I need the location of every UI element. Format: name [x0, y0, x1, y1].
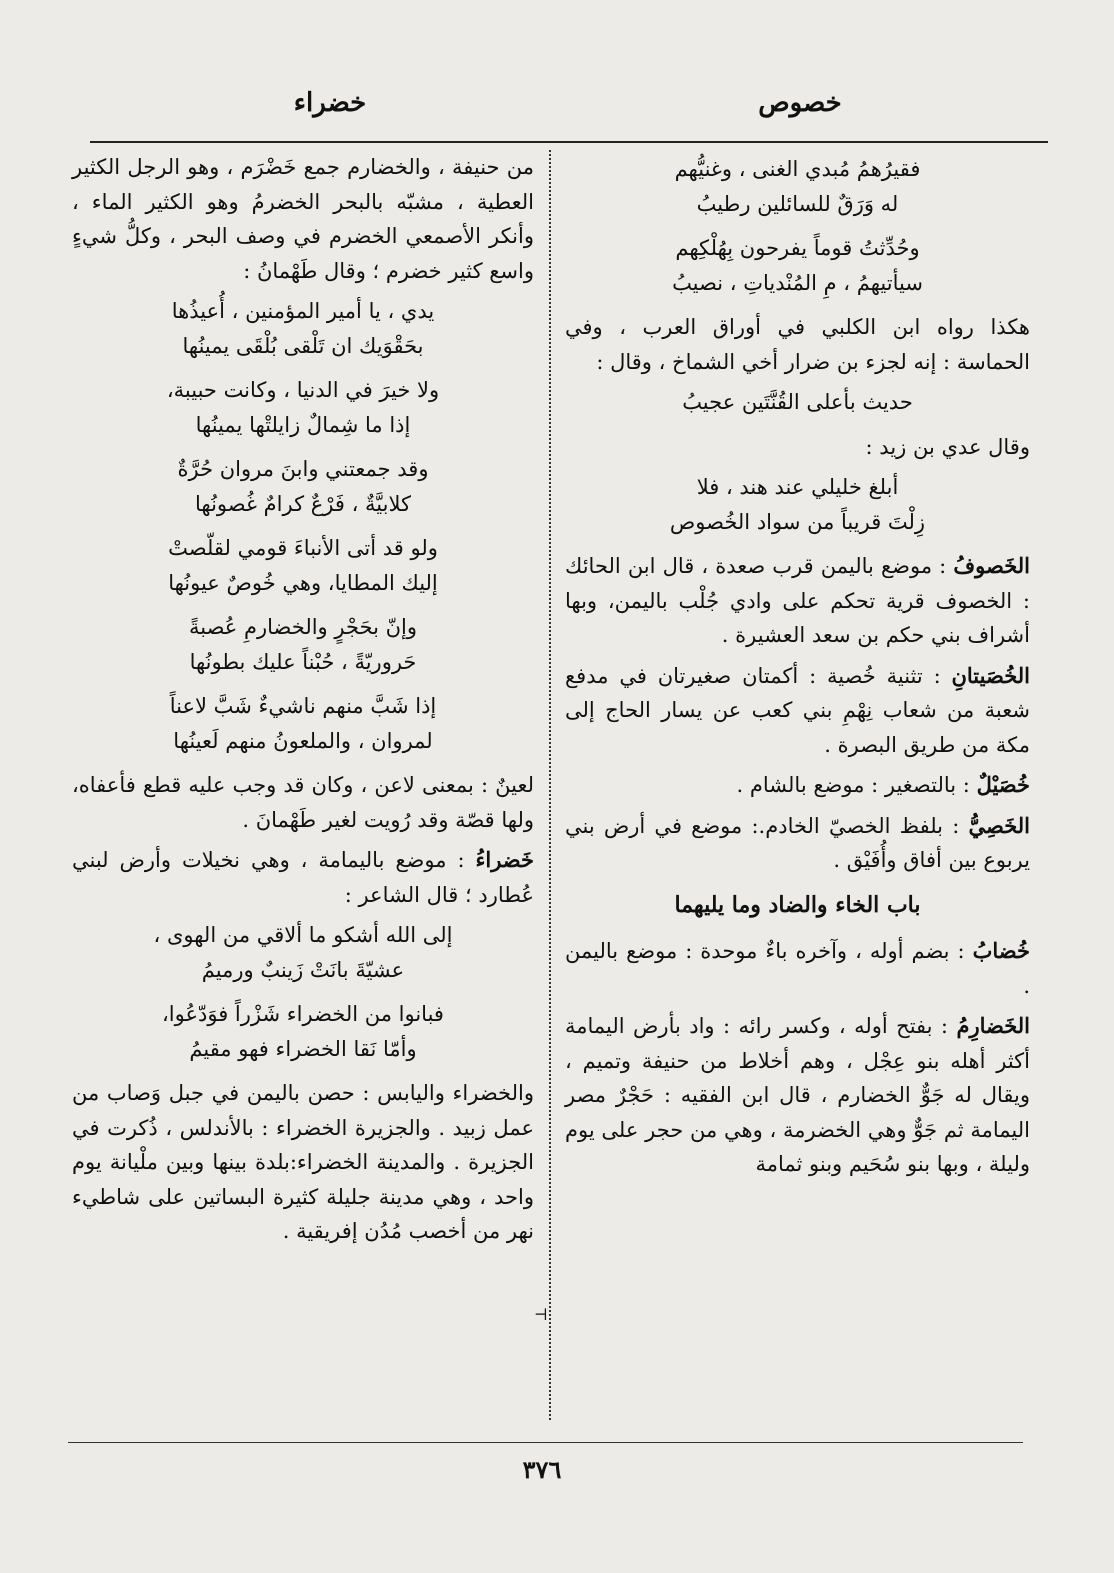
footer-rule — [68, 1442, 1023, 1443]
verse — [72, 689, 534, 758]
verse-line: حديث بأعلى القُنَّتَين عجيبُ — [682, 390, 913, 414]
header-rule — [90, 141, 1048, 143]
verse-line: أبلغ خليلي عند هند ، فلا — [696, 475, 899, 499]
verse-line: يدي ، يا أمير المؤمنين ، أُعيذُها — [171, 299, 435, 323]
entry — [565, 934, 1030, 1003]
verse — [565, 470, 1030, 539]
verse — [72, 610, 534, 679]
entry-body: : بفتح أوله ، وكسر رائه : واد بأرض اليمامة أكثر أهله بنو عِجْل ، وهم أخلاط من حنيفة وتميم ، ويقال له جَوٌّ الخضارم ، قال ابن الفقيه : حَجْرٌ مصر اليمامة ثم جَوٌّ وهي الخضرمة ، وهي من حجر على يوم وليلة ، وبها بنو سُحَيم وبنو ثمامة — [565, 1014, 1030, 1176]
paragraph: لعينٌ : بمعنى لاعن ، وكان قد وجب عليه قطع فأعفاه، ولها قصّة وقد رُويت لغير طَهْمانَ . — [72, 773, 534, 832]
verse-line: لمروان ، والملعونُ منهم لَعينُها — [173, 728, 433, 753]
verse — [72, 373, 534, 442]
paragraph: والخضراء واليابس : حصن باليمن في جبل وَصاب من عمل زبيد . والجزيرة الخضراء : بالأندلس ، ذُكرت في الجزيرة . والمدينة الخضراء:بلدة بينها وبين ملْيانة يوم واحد ، وهي مدينة جليلة كثيرة البساتين على شاطيء نهر من أخصب مُدُن إفريقية . — [72, 1081, 534, 1243]
entry-body: : بالتصغير : موضع بالشام . — [736, 773, 970, 797]
verse — [565, 231, 1030, 300]
verse-line: فبانوا من الخضراء شَزْراً فوَدّعُوا، — [162, 1002, 444, 1026]
verse — [72, 294, 534, 363]
right-column — [565, 150, 1030, 1420]
entry — [565, 768, 1030, 803]
verse — [72, 918, 534, 987]
verse — [565, 385, 1030, 420]
entry-headword: الخَصوفُ — [953, 553, 1030, 578]
entry-headword: الخُصَيتانِ — [951, 662, 1030, 688]
paragraph: هكذا رواه ابن الكلبي في أوراق العرب ، وفي الحماسة : إنه لجزء بن ضرار أخي الشماخ ، وقال : — [565, 315, 1030, 374]
header-left-keyword: خضراء — [293, 88, 367, 118]
left-column — [72, 150, 534, 1420]
entry — [72, 843, 534, 912]
page-header — [0, 88, 1114, 128]
verse — [72, 531, 534, 600]
entry — [565, 549, 1030, 653]
verse-line: إذا شَبَّ منهم ناشيءٌ شَبَّ لاعناً — [169, 694, 437, 718]
header-right-keyword: خصوص — [758, 88, 842, 118]
entry-headword: خُضابُ — [972, 938, 1030, 963]
entry-headword: الخَضارِمُ — [956, 1013, 1030, 1038]
entry-body: : تثنية خُصية : أكمتان صغيرتان في مدفع شعبة من شعاب نِهْمِ بني كعب عن يسار الحاج إلى مكة من طريق البصرة . — [565, 663, 1030, 757]
entry — [565, 809, 1030, 878]
verse-line: حَروريّةً ، حُبْناً عليك بطونُها — [189, 649, 417, 674]
verse-line: وحُدِّثتُ قوماً يفرحون بِهُلْكِهم — [675, 236, 920, 260]
verse — [72, 997, 534, 1066]
verse-line: ولو قد أتى الأنباءَ قومي لقلّصتْ — [168, 536, 438, 560]
verse-line: كلابيَّةٌ ، فَرْعٌ كرامٌ غُصونُها — [195, 491, 411, 516]
verse-line: وإنّ بحَجْرٍ والخضارمِ عُصبةً — [189, 615, 417, 639]
verse-line: بحَقْوَيك ان تَلْقى بُلْقَى يمينُها — [182, 333, 424, 358]
margin-mark-icon: ⊣ — [534, 1305, 548, 1324]
verse — [565, 152, 1030, 221]
page-number: ٣٧٦ — [522, 1455, 562, 1484]
verse-line: سيأتيهمُ ، مِ المُنْدياتِ ، نصيبُ — [672, 270, 923, 295]
entry-body: : بلفظ الخصيّ الخادم.: موضع في أرض بني يربوع بين أفاق وأُفَيْق . — [565, 813, 1030, 872]
verse — [72, 452, 534, 521]
verse-line: عشيّةَ بانَتْ زَينبٌ ورميمُ — [201, 957, 405, 982]
paragraph: وقال عدي بن زيد : — [865, 434, 1030, 459]
verse-line: إلى الله أشكو ما ألاقي من الهوى ، — [153, 923, 453, 947]
column-divider — [549, 150, 551, 1420]
entry-body: : موضع باليمن قرب صعدة ، قال ابن الحائك : الخصوف قرية تحكم على وادي جُلْب باليمن، وبها أشراف بني حكم بن سعد العشيرة . — [565, 554, 1030, 647]
entry — [565, 659, 1030, 763]
paragraph: من حنيفة ، والخضارم جمع خَضْرَم ، وهو الرجل الكثير العطية ، مشبّه بالبحر الخضرمُ وهو الكثير الماء ، وأنكر الأصمعي الخضرم في وصف البحر ، وكلُّ شيءٍ واسع كثير خضرم ؛ وقال طَهْمانُ : — [72, 155, 534, 283]
verse-line: وقد جمعتني وابنَ مروان حُرَّةٌ — [177, 457, 429, 481]
section-title: باب الخاء والضاد وما يليهما — [674, 891, 921, 918]
entry — [565, 1009, 1030, 1182]
entry-headword: خُصَيْلٌ — [976, 772, 1030, 797]
verse-line: زِلْتَ قريباً من سواد الخُصوص — [669, 509, 926, 534]
verse-line: إليك المطايا، وهي خُوصٌ عيونُها — [168, 570, 438, 595]
entry-headword: خَضراءُ — [475, 847, 534, 872]
entry-headword: الخَصِيُّ — [968, 812, 1030, 838]
verse-line: فقيرُهمُ مُبدي الغنى ، وغنيُّهم — [674, 157, 921, 181]
verse-line: له وَرَقٌ للسائلين رطيبُ — [696, 191, 899, 216]
entry-body: : موضع باليمامة ، وهي نخيلات وأرض لبني عُطارد ؛ قال الشاعر : — [72, 848, 534, 907]
verse-line: وأمّا نَقا الخضراء فهو مقيمُ — [189, 1036, 417, 1061]
verse-line: ولا خيرَ في الدنيا ، وكانت حبيبة، — [166, 378, 440, 402]
entry-body: : بضم أوله ، وآخره باءٌ موحدة : موضع باليمن . — [565, 939, 1030, 998]
verse-line: إذا ما شِمالٌ زايلتْها يمينُها — [195, 412, 411, 437]
